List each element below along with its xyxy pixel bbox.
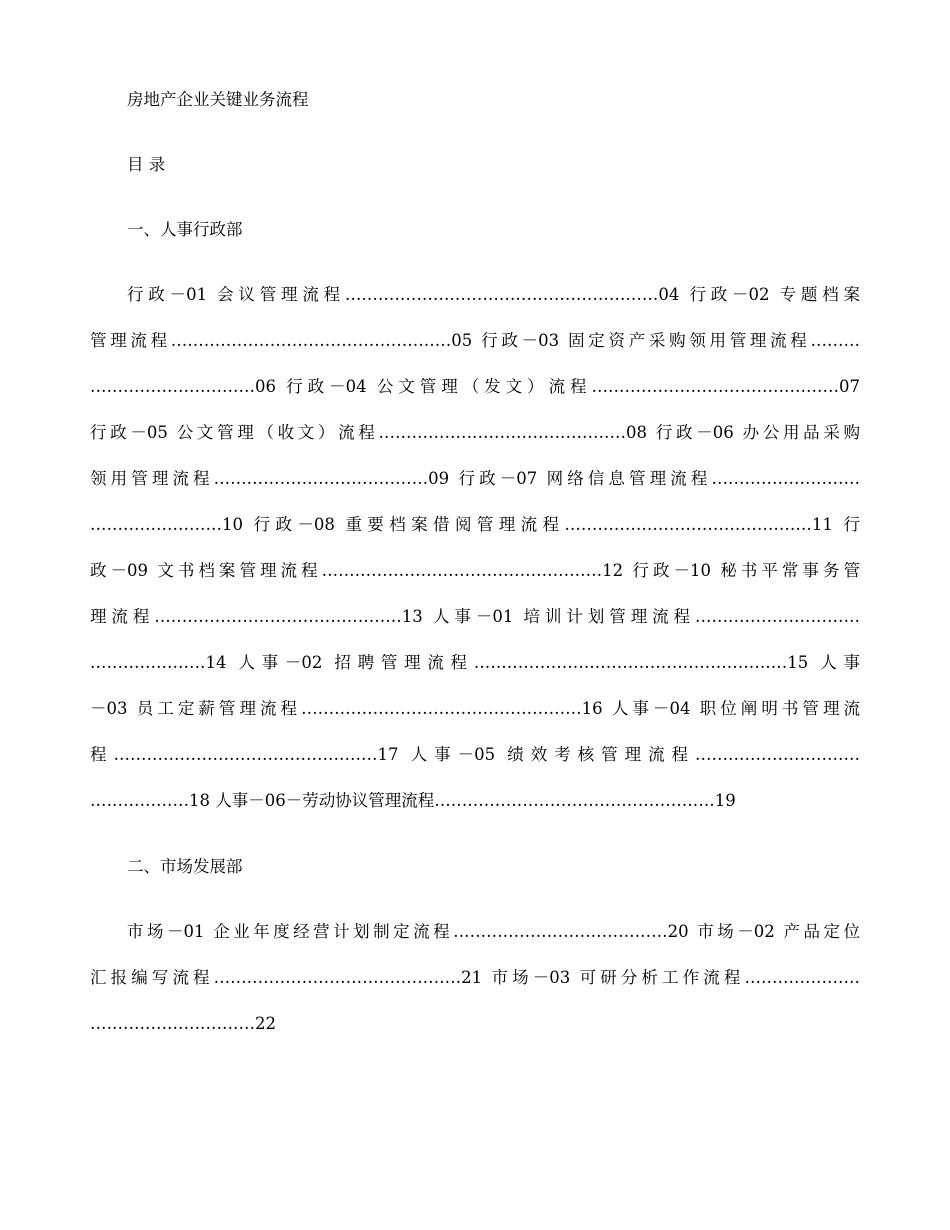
toc-line: …………………………06 行政－04 公文管理（发文）流程………………………………………07 bbox=[90, 377, 860, 396]
toc-line: 行政－05 公文管理（收文）流程………………………………………08 行政－06 办公用品采购 bbox=[90, 423, 860, 442]
toc-line: …………………14 人事－02 招聘管理流程…………………………………………………15 人事 bbox=[90, 653, 860, 672]
toc-line: ………………18 人事－06－劳动协议管理流程……………………………………………19 bbox=[90, 791, 736, 810]
toc-line: 理流程………………………………………13 人事－01 培训计划管理流程………………………… bbox=[90, 607, 860, 626]
document-title: 房地产企业关键业务流程 bbox=[127, 90, 309, 109]
toc-line: 程…………………………………………17 人事－05 绩效考核管理流程………………………… bbox=[90, 745, 860, 764]
toc-line: 汇报编写流程………………………………………21 市场－03 可研分析工作流程………………… bbox=[90, 968, 860, 987]
toc-line: 领用管理流程…………………………………09 行政－07 网络信息管理流程……………………… bbox=[90, 469, 860, 488]
section-heading-hr-admin: 一、人事行政部 bbox=[127, 220, 243, 239]
toc-heading: 目 录 bbox=[127, 155, 166, 174]
toc-line: 行政－01 会议管理流程…………………………………………………04 行政－02 专题档案 bbox=[127, 285, 860, 304]
toc-line: 市场－01 企业年度经营计划制定流程…………………………………20 市场－02 产品定位 bbox=[127, 922, 860, 941]
toc-line: －03 员工定薪管理流程……………………………………………16 人事－04 职位阐明书管理流 bbox=[90, 699, 860, 718]
toc-line: 政－09 文书档案管理流程……………………………………………12 行政－10 秘书平常事务管 bbox=[90, 561, 860, 580]
section-heading-market: 二、市场发展部 bbox=[127, 857, 243, 876]
toc-line: ……………………10 行政－08 重要档案借阅管理流程………………………………………11 行 bbox=[90, 515, 860, 534]
toc-line: 管理流程……………………………………………05 行政－03 固定资产采购领用管理流程……… bbox=[90, 331, 860, 350]
toc-line: …………………………22 bbox=[90, 1014, 276, 1033]
